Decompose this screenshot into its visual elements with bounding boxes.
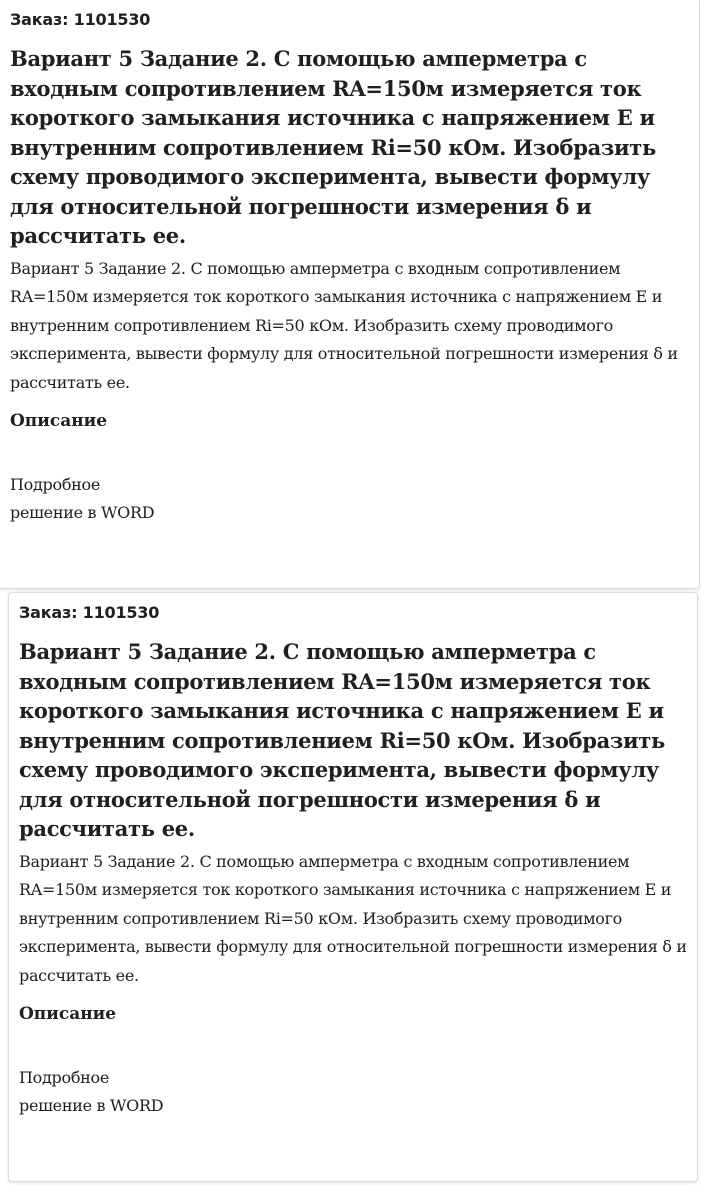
task-body: Вариант 5 Задание 2. С помощью амперметра с входным сопротивлением RA=150м измеряется ток короткого замыкания источника с напряжением E и внутренним сопротивлением Ri=50 кОм. Изобразить схему проводимого эксперимента, вывести формулу для относительной погрешности измерения δ и рассчитать ее. — [10, 258, 678, 392]
description-heading: Описание — [10, 411, 108, 431]
task-title: Вариант 5 Задание 2. С помощью амперметра с входным сопротивлением RA=150м измеряется ток короткого замыкания источника с напряжением E и внутренним сопротивлением Ri=50 кОм. Изобразить схему проводимого эксперимента, вывести формулу для относительной погрешности измерения δ и рассчитать ее. — [10, 46, 656, 248]
description-heading: Описание — [19, 1004, 117, 1024]
description-line: Подробное — [19, 1068, 110, 1087]
task-body: Вариант 5 Задание 2. С помощью амперметра с входным сопротивлением RA=150м измеряется ток короткого замыкания источника с напряжением E и внутренним сопротивлением Ri=50 кОм. Изобразить схему проводимого эксперимента, вывести формулу для относительной погрешности измерения δ и рассчитать ее. — [19, 851, 687, 985]
description-line: решение в WORD — [10, 503, 155, 522]
order-number: Заказ: 1101530 — [10, 10, 151, 29]
description-line: Подробное — [10, 475, 101, 494]
task-title: Вариант 5 Задание 2. С помощью амперметра с входным сопротивлением RA=150м измеряется ток короткого замыкания источника с напряжением E и внутренним сопротивлением Ri=50 кОм. Изобразить схему проводимого эксперимента, вывести формулу для относительной погрешности измерения δ и рассчитать ее. — [19, 639, 665, 841]
order-card-secondary — [8, 592, 698, 1182]
order-number: Заказ: 1101530 — [19, 603, 160, 622]
description-text — [19, 1064, 687, 1120]
description-line: решение в WORD — [19, 1096, 164, 1115]
description-text — [10, 471, 689, 527]
order-card-primary — [0, 0, 700, 589]
